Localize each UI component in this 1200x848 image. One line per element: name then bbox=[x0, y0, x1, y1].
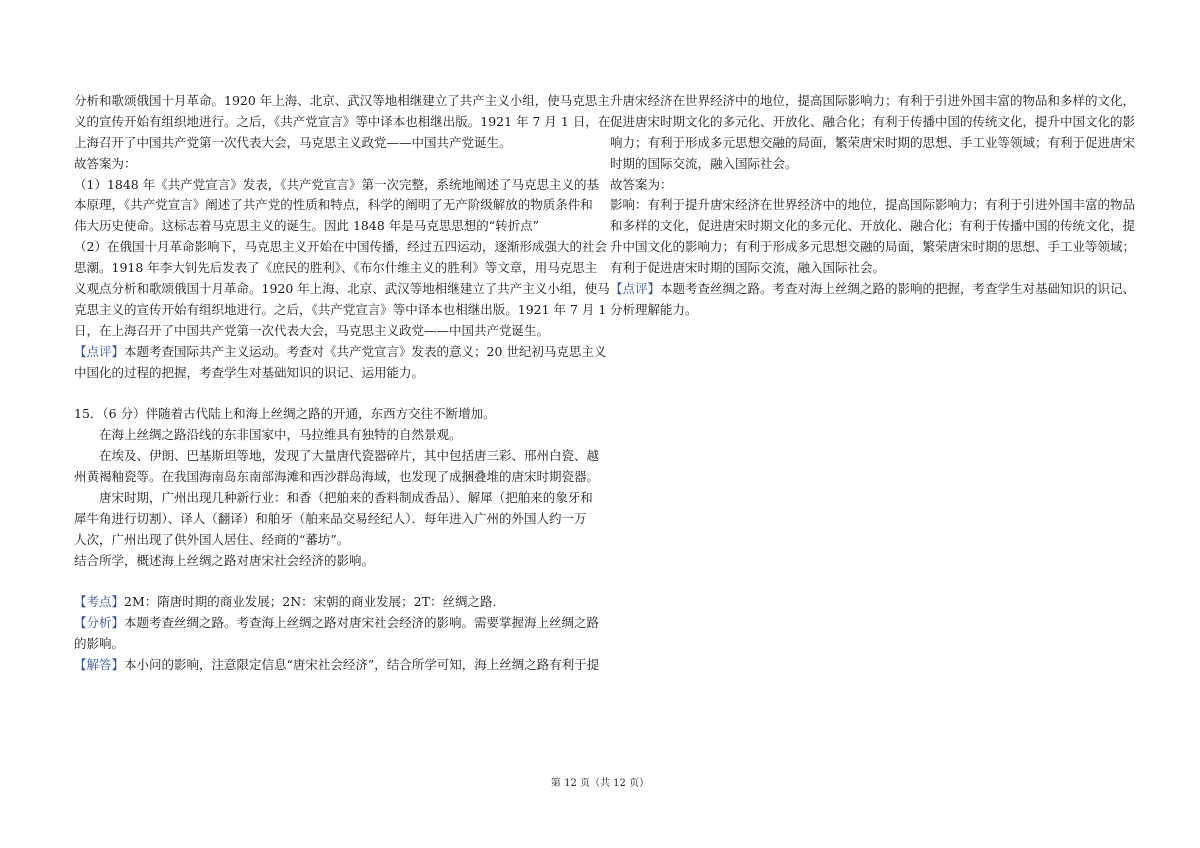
answer-line: （1）1848 年《共产党宣言》发表，《共产党宣言》第一次完整，系统地阐述了马克思主义的基 bbox=[74, 176, 599, 192]
answer-line: 思潮。1918 年李大钊先后发表了《庶民的胜利》、《布尔什维主义的胜利》等文章，用马克思主 bbox=[74, 260, 598, 276]
comment-line bbox=[610, 279, 1136, 300]
left-column bbox=[74, 91, 611, 676]
text-line: 时期的国际交流，融入国际社会。 bbox=[610, 155, 798, 171]
answer-label: 故答案为： bbox=[74, 155, 137, 171]
answer-line: 和多样的文化，促进唐宋时期文化的多元化、开放化、融合化；有利于传播中国的传统文化，提 bbox=[610, 218, 1136, 234]
text-line: 促进唐宋时期文化的多元化、开放化、融合化；有利于传播中国的传统文化，提升中国文化的影 bbox=[610, 113, 1136, 129]
jieda-text: 本小问的影响，注意限定信息“唐宋社会经济”，结合所学可知，海上丝绸之路有利于提 bbox=[124, 657, 600, 673]
answer-line: 影响：有利于提升唐宋经济在世界经济中的地位，提高国际影响力；有利于引进外国丰富的物品 bbox=[610, 197, 1136, 213]
comment-text: 本题考查丝绸之路。考查对海上丝绸之路的影响的把握，考查学生对基础知识的识记、 bbox=[660, 281, 1136, 297]
material-line: 犀牛角进行切割）、译人（翻译）和舶牙（舶来品交易经纪人）．每年进入广州的外国人约一万 bbox=[74, 510, 587, 526]
comment-tag: 【点评】 bbox=[610, 281, 661, 297]
answer-line: 义观点分析和歌颂俄国十月革命。1920 年上海、北京、武汉等地相继建立了共产主义小组，使马 bbox=[74, 281, 610, 297]
answer-line: 日，在上海召开了中国共产党第一次代表大会，马克思主义政党——中国共产党诞生。 bbox=[74, 322, 550, 338]
material-line: 州黄褐釉瓷等。在我国海南岛东南部海滩和西沙群岛海域，也发现了成捆叠堆的唐宋时期瓷器。 bbox=[74, 469, 600, 485]
question-15-intro: 15．（6 分）伴随着古代陆上和海上丝绸之路的开通，东西方交往不断增加。 bbox=[74, 406, 496, 422]
kaodian-text: 2M：隋唐时期的商业发展；2N：宋朝的商业发展；2T：丝绸之路. bbox=[124, 594, 497, 610]
question-task: 结合所学，概述海上丝绸之路对唐宋社会经济的影响。 bbox=[74, 552, 375, 568]
text-line: 上海召开了中国共产党第一次代表大会，马克思主义政党——中国共产党诞生。 bbox=[74, 134, 512, 150]
text-line: 义的宣传开始有组织地进行。之后，《共产党宣言》等中译本也相继出版。1921 年 7 月 1 日，在 bbox=[74, 113, 611, 129]
fenxi-text: 本题考查丝绸之路。考查海上丝绸之路对唐宋社会经济的影响。需要掌握海上丝绸之路 bbox=[124, 615, 600, 631]
answer-line: 伟大历史使命。这标志着马克思主义的诞生。因此 1848 年是马克思思想的“转折点” bbox=[74, 218, 540, 234]
comment-line bbox=[74, 342, 607, 363]
material-line: 人次，广州出现了供外国人居住、经商的“蕃坊”。 bbox=[74, 531, 350, 547]
right-column bbox=[610, 91, 1136, 321]
text-line: 升唐宋经济在世界经济中的地位，提高国际影响力；有利于引进外国丰富的物品和多样的文化， bbox=[610, 93, 1136, 108]
comment-text: 本题考查国际共产主义运动。考查对《共产党宣言》发表的意义；20 世纪初马克思主义 bbox=[124, 343, 607, 359]
comment-tag: 【点评】 bbox=[74, 343, 125, 359]
fenxi-line bbox=[74, 613, 600, 634]
answer-line: （2）在俄国十月革命影响下，马克思主义开始在中国传播，经过五四运动，逐渐形成强大的社会 bbox=[74, 239, 607, 255]
page-footer bbox=[0, 774, 1200, 795]
answer-label: 故答案为： bbox=[610, 176, 673, 192]
answer-line: 本原理，《共产党宣言》阐述了共产党的性质和特点，科学的阐明了无产阶级解放的物质条件和 bbox=[74, 197, 593, 213]
comment-line: 分析理解能力。 bbox=[610, 301, 698, 317]
fenxi-line: 的影响。 bbox=[74, 636, 125, 652]
material-line: 在埃及、伊朗、巴基斯坦等地，发现了大量唐代瓷器碎片，其中包括唐三彩、邢州白瓷、越 bbox=[99, 448, 600, 464]
answer-line: 升中国文化的影响力；有利于形成多元思想交融的局面，繁荣唐宋时期的思想、手工业等领域； bbox=[610, 239, 1136, 255]
comment-line: 中国化的过程的把握，考查学生对基础知识的识记、运用能力。 bbox=[74, 364, 425, 380]
material-line: 唐宋时期，广州出现几种新行业：和香（把舶来的香料制成香品）、解犀（把舶来的象牙和 bbox=[99, 489, 593, 505]
kaodian-line bbox=[74, 592, 590, 613]
fenxi-tag: 【分析】 bbox=[74, 615, 125, 631]
page-number: 第 12 页（共 12 页） bbox=[550, 778, 650, 789]
text-line: 分析和歌颂俄国十月革命。1920 年上海、北京、武汉等地相继建立了共产主义小组，使马克思主 bbox=[74, 93, 610, 108]
text-line: 响力；有利于形成多元思想交融的局面，繁荣唐宋时期的思想、手工业等领域；有利于促进唐宋 bbox=[610, 134, 1136, 150]
jieda-tag: 【解答】 bbox=[74, 657, 125, 673]
answer-line: 有利于促进唐宋时期的国际交流，融入国际社会。 bbox=[610, 260, 886, 276]
answer-line: 克思主义的宣传开始有组织地进行。之后，《共产党宣言》等中译本也相继出版。1921 年 7 月 1 bbox=[74, 301, 607, 317]
kaodian-tag: 【考点】 bbox=[74, 594, 125, 610]
material-line: 在海上丝绸之路沿线的东非国家中，马拉维具有独特的自然景观。 bbox=[99, 427, 462, 443]
jieda-line bbox=[74, 655, 600, 676]
